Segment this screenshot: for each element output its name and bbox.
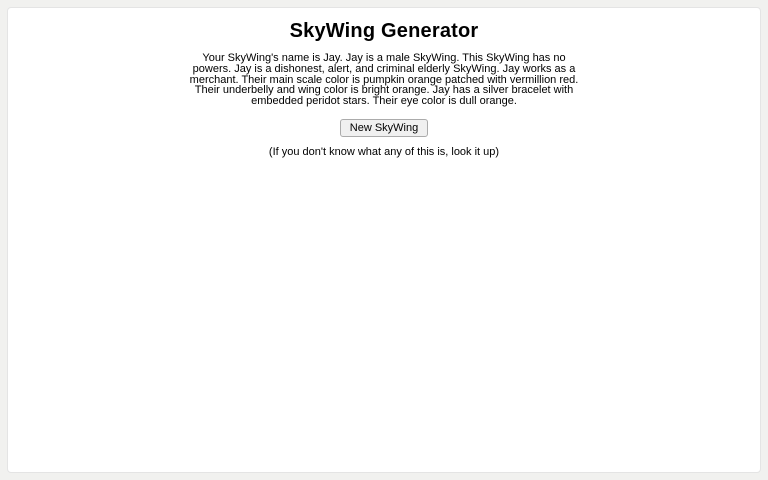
page-title: SkyWing Generator (289, 20, 479, 42)
button-row (8, 118, 760, 137)
content-panel (7, 7, 761, 473)
help-note: (If you don't know what any of this is, look it up) (268, 145, 500, 158)
skywing-description: Your SkyWing's name is Jay. Jay is a male SkyWing. This SkyWing has no powers. Jay is a dishonest, alert, and criminal elderly SkyWing. Jay works as a merchant. Their main scale color is pumpkin orange patched with vermillion red. Their underbelly and wing color is bright orange. Jay has a silver bracelet with embedded peridot stars. Their eye color is dull orange. (189, 52, 579, 108)
new-skywing-button[interactable]: New SkyWing (340, 119, 428, 137)
